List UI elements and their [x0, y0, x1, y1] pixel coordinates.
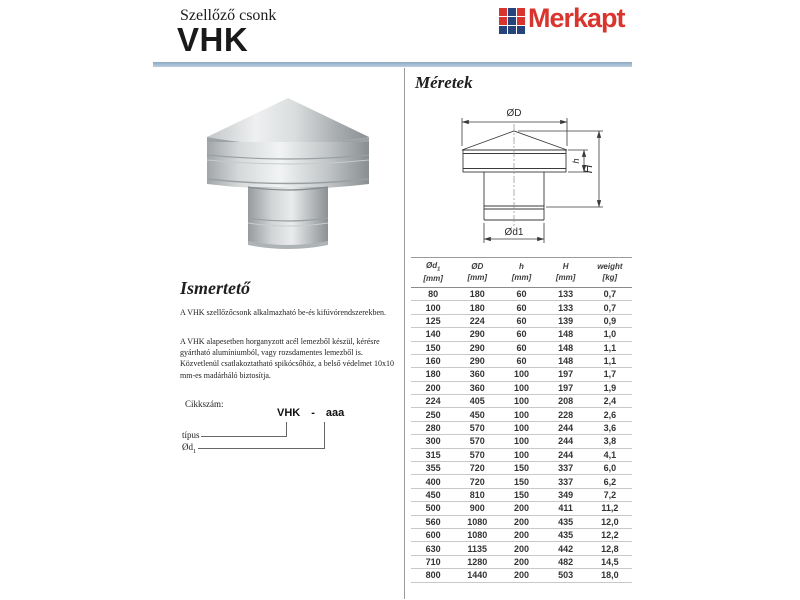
table-row — [411, 287, 632, 300]
col-header-label: Ød — [425, 261, 438, 270]
table-cell-h: 60 — [499, 314, 543, 327]
table-cell-H: 208 — [544, 395, 588, 408]
table-row — [411, 408, 632, 421]
table-row — [411, 328, 632, 341]
table-cell-d1: 100 — [411, 301, 455, 314]
table-cell-D: 224 — [455, 314, 499, 327]
table-cell-weight: 6,0 — [588, 462, 632, 475]
table-cell-weight: 0,7 — [588, 301, 632, 314]
table-cell-weight: 2,6 — [588, 408, 632, 421]
table-cell-weight: 4,1 — [588, 448, 632, 461]
table-cell-weight: 7,2 — [588, 488, 632, 501]
table-row — [411, 341, 632, 354]
table-cell-H: 442 — [544, 542, 588, 555]
table-cell-H: 349 — [544, 488, 588, 501]
table-cell-weight: 0,7 — [588, 287, 632, 300]
table-cell-D: 290 — [455, 354, 499, 367]
table-cell-weight: 12,8 — [588, 542, 632, 555]
table-cell-h: 100 — [499, 448, 543, 461]
table-cell-weight: 1,7 — [588, 368, 632, 381]
product-category-subtitle: Szellőző csonk — [180, 7, 277, 24]
table-cell-d1: 600 — [411, 528, 455, 541]
product-photo — [193, 92, 383, 262]
table-cell-weight: 0,9 — [588, 314, 632, 327]
table-cell-D: 1080 — [455, 528, 499, 541]
table-cell-h: 60 — [499, 328, 543, 341]
table-cell-D: 290 — [455, 328, 499, 341]
table-cell-H: 148 — [544, 354, 588, 367]
table-cell-d1: 315 — [411, 448, 455, 461]
table-cell-h: 60 — [499, 301, 543, 314]
article-code — [277, 407, 344, 419]
table-cell-d1: 280 — [411, 421, 455, 434]
table-cell-d1: 250 — [411, 408, 455, 421]
table-cell-h: 150 — [499, 462, 543, 475]
diagram-label-total-height: H — [581, 164, 595, 174]
table-cell-h: 100 — [499, 435, 543, 448]
table-cell-h: 200 — [499, 515, 543, 528]
col-header-H — [544, 258, 588, 288]
table-cell-D: 900 — [455, 502, 499, 515]
dimensions-heading: Méretek — [415, 73, 473, 92]
table-cell-H: 148 — [544, 328, 588, 341]
table-row — [411, 515, 632, 528]
col-header-label: weight — [597, 262, 623, 272]
article-code-label: Cikkszám: — [185, 399, 224, 409]
logo-square-navy — [508, 17, 516, 25]
diagram-label-band-height: h — [571, 158, 581, 164]
table-cell-d1: 355 — [411, 462, 455, 475]
diagram-label-stub-diameter: Ød1 — [504, 227, 524, 238]
table-row — [411, 542, 632, 555]
table-cell-D: 180 — [455, 287, 499, 300]
table-cell-H: 244 — [544, 448, 588, 461]
logo-square-navy — [508, 8, 516, 16]
table-cell-weight: 6,2 — [588, 475, 632, 488]
article-code-separator: - — [311, 407, 315, 419]
table-cell-D: 720 — [455, 462, 499, 475]
table-cell-weight: 1,9 — [588, 381, 632, 394]
table-cell-h: 60 — [499, 341, 543, 354]
col-header-label: H — [562, 262, 569, 272]
logo-square-red — [517, 8, 525, 16]
table-cell-weight: 12,0 — [588, 515, 632, 528]
table-row — [411, 354, 632, 367]
table-cell-D: 405 — [455, 395, 499, 408]
col-header-label: h — [519, 262, 524, 272]
col-header-d1 — [411, 258, 455, 288]
table-cell-H: 139 — [544, 314, 588, 327]
table-cell-D: 1280 — [455, 555, 499, 568]
diameter-label — [182, 442, 196, 455]
dimensions-table-body — [411, 287, 632, 582]
table-cell-h: 100 — [499, 381, 543, 394]
table-cell-H: 228 — [544, 408, 588, 421]
table-cell-d1: 80 — [411, 287, 455, 300]
table-cell-d1: 300 — [411, 435, 455, 448]
table-cell-H: 244 — [544, 435, 588, 448]
table-cell-d1: 400 — [411, 475, 455, 488]
table-cell-weight: 1,1 — [588, 341, 632, 354]
logo-square-navy — [508, 26, 516, 34]
table-cell-d1: 125 — [411, 314, 455, 327]
col-header-label: ØD — [471, 262, 484, 272]
merkapt-logo — [499, 4, 625, 34]
diameter-connector-line — [198, 422, 325, 449]
table-cell-h: 150 — [499, 488, 543, 501]
table-cell-h: 100 — [499, 368, 543, 381]
description-paragraph-2: A VHK alapesetben horganyzott acél lemezből készül, kérésre gyártható alumíniumból, vagy rozsdamentes lemezből is. Közvetlenül csatlakoztatható spikócsőhöz, a belső védelmet 10x10 mm-es madárháló biztosítja. — [180, 337, 394, 380]
table-cell-d1: 800 — [411, 569, 455, 582]
table-cell-d1: 160 — [411, 354, 455, 367]
col-header-unit: [mm] — [467, 272, 488, 282]
table-cell-H: 197 — [544, 368, 588, 381]
table-row — [411, 368, 632, 381]
table-cell-D: 570 — [455, 421, 499, 434]
table-cell-H: 503 — [544, 569, 588, 582]
table-cell-H: 337 — [544, 462, 588, 475]
logo-wordmark: Merkapt — [528, 3, 625, 33]
table-cell-d1: 180 — [411, 368, 455, 381]
table-cell-weight: 3,6 — [588, 421, 632, 434]
diameter-label-subscript: 1 — [193, 447, 197, 455]
table-cell-H: 148 — [544, 341, 588, 354]
article-code-prefix: VHK — [277, 407, 301, 419]
table-cell-D: 810 — [455, 488, 499, 501]
table-row — [411, 448, 632, 461]
diagram-label-outer-diameter: ØD — [506, 108, 522, 119]
table-cell-d1: 560 — [411, 515, 455, 528]
table-row — [411, 475, 632, 488]
table-cell-d1: 200 — [411, 381, 455, 394]
col-header-unit: [kg] — [602, 272, 618, 282]
table-row — [411, 421, 632, 434]
table-cell-d1: 224 — [411, 395, 455, 408]
table-cell-weight: 1,0 — [588, 328, 632, 341]
table-cell-h: 200 — [499, 528, 543, 541]
table-cell-h: 60 — [499, 354, 543, 367]
table-row — [411, 488, 632, 501]
diameter-label-base: Ød — [182, 442, 193, 452]
table-cell-H: 244 — [544, 421, 588, 434]
logo-square-navy — [517, 26, 525, 34]
table-cell-H: 435 — [544, 528, 588, 541]
table-row — [411, 435, 632, 448]
table-cell-d1: 450 — [411, 488, 455, 501]
description-paragraph-1: A VHK szellőzőcsonk alkalmazható be-és kifúvórendszerekben. — [180, 308, 387, 317]
table-cell-weight: 12,2 — [588, 528, 632, 541]
col-header-subscript: 1 — [437, 266, 441, 273]
logo-grid-icon — [499, 8, 525, 34]
col-header-D — [455, 258, 499, 288]
col-header-unit: [mm] — [423, 274, 443, 284]
table-cell-h: 100 — [499, 421, 543, 434]
table-cell-H: 482 — [544, 555, 588, 568]
table-cell-weight: 2,4 — [588, 395, 632, 408]
table-cell-D: 360 — [455, 368, 499, 381]
table-cell-d1: 500 — [411, 502, 455, 515]
table-cell-H: 133 — [544, 287, 588, 300]
table-cell-H: 133 — [544, 301, 588, 314]
table-cell-H: 197 — [544, 381, 588, 394]
product-title: VHK — [177, 21, 249, 58]
table-cell-D: 180 — [455, 301, 499, 314]
table-cell-d1: 140 — [411, 328, 455, 341]
table-row — [411, 301, 632, 314]
column-divider — [404, 68, 405, 599]
table-cell-weight: 1,1 — [588, 354, 632, 367]
table-cell-H: 337 — [544, 475, 588, 488]
table-cell-weight: 3,8 — [588, 435, 632, 448]
table-cell-weight: 18,0 — [588, 569, 632, 582]
table-cell-D: 720 — [455, 475, 499, 488]
table-row — [411, 395, 632, 408]
table-cell-D: 1135 — [455, 542, 499, 555]
description-heading: Ismertető — [180, 278, 250, 298]
table-cell-h: 200 — [499, 555, 543, 568]
table-cell-H: 411 — [544, 502, 588, 515]
table-cell-h: 60 — [499, 287, 543, 300]
logo-square-navy — [499, 26, 507, 34]
table-row — [411, 555, 632, 568]
table-cell-h: 200 — [499, 542, 543, 555]
logo-square-red — [499, 8, 507, 16]
table-row — [411, 528, 632, 541]
dimension-diagram — [440, 96, 645, 251]
table-row — [411, 502, 632, 515]
table-cell-h: 150 — [499, 475, 543, 488]
table-cell-d1: 150 — [411, 341, 455, 354]
table-cell-h: 200 — [499, 569, 543, 582]
col-header-unit: [mm] — [555, 272, 576, 282]
table-row — [411, 569, 632, 582]
logo-square-red — [517, 17, 525, 25]
table-cell-h: 100 — [499, 395, 543, 408]
article-code-suffix: aaa — [325, 407, 345, 419]
table-cell-d1: 710 — [411, 555, 455, 568]
table-cell-D: 1440 — [455, 569, 499, 582]
table-cell-D: 290 — [455, 341, 499, 354]
table-header-row — [411, 258, 632, 288]
table-row — [411, 462, 632, 475]
table-cell-d1: 630 — [411, 542, 455, 555]
table-cell-H: 435 — [544, 515, 588, 528]
type-label: típus — [182, 430, 200, 440]
table-cell-weight: 11,2 — [588, 502, 632, 515]
table-row — [411, 381, 632, 394]
table-row — [411, 314, 632, 327]
col-header-h — [499, 258, 543, 288]
table-cell-D: 360 — [455, 381, 499, 394]
table-cell-weight: 14,5 — [588, 555, 632, 568]
table-cell-D: 450 — [455, 408, 499, 421]
table-cell-h: 100 — [499, 408, 543, 421]
col-header-weight — [588, 258, 632, 288]
table-cell-D: 570 — [455, 448, 499, 461]
table-cell-h: 200 — [499, 502, 543, 515]
col-header-unit: [mm] — [511, 272, 532, 282]
dimensions-table — [411, 257, 632, 583]
logo-square-red — [499, 17, 507, 25]
header-divider-bar — [153, 62, 632, 67]
table-cell-D: 1080 — [455, 515, 499, 528]
table-cell-D: 570 — [455, 435, 499, 448]
